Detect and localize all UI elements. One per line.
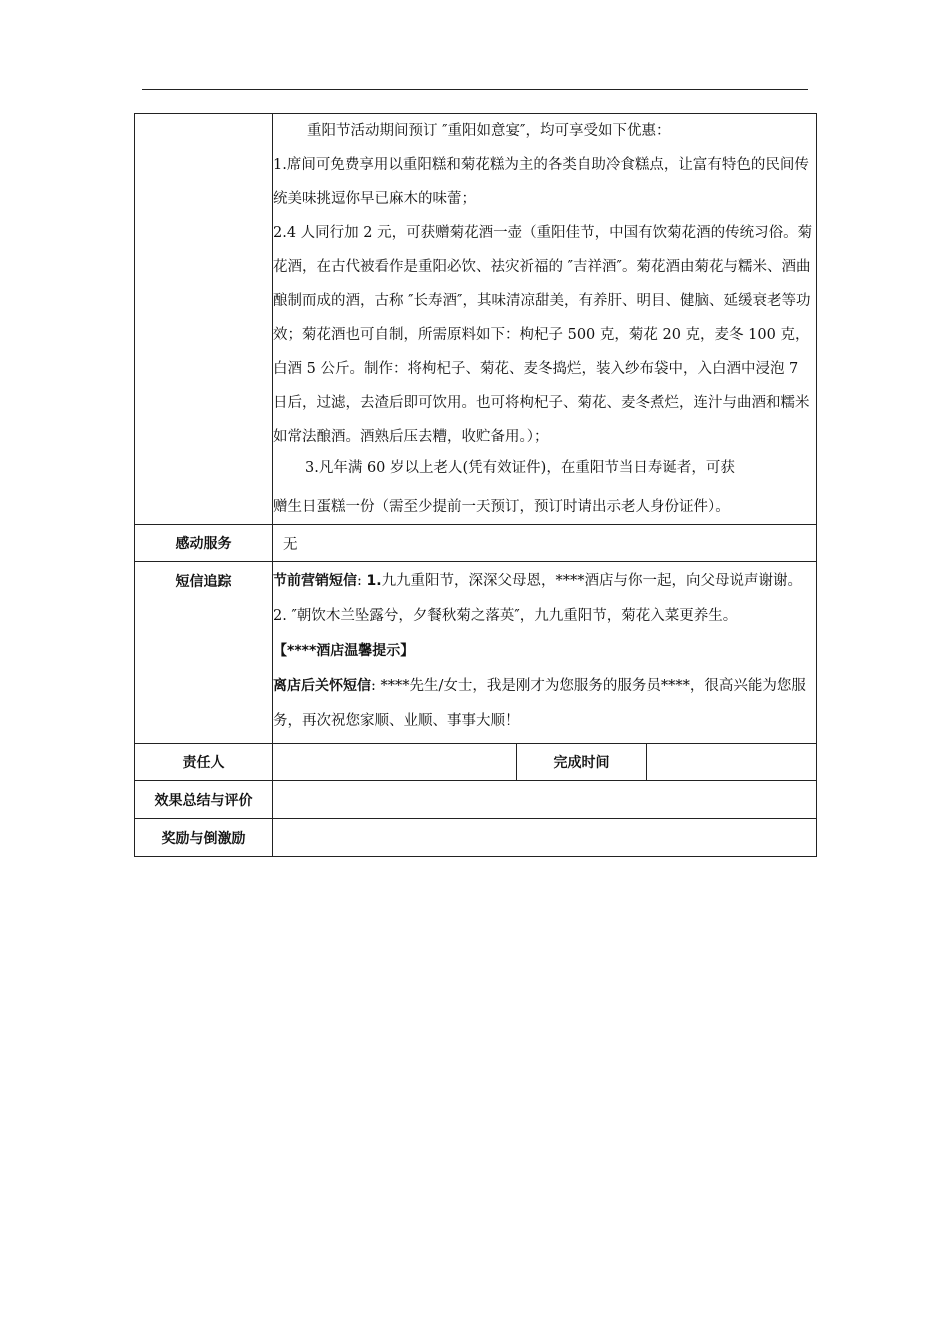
summary-value (273, 781, 817, 819)
activity-plan-table (134, 113, 817, 857)
pre-holiday-sms-message-2: 2. ″朝饮木兰坠露兮，夕餐秋菊之落英″，九九重阳节，菊花入菜更养生。 (273, 608, 738, 624)
sms-tracking-content (273, 562, 817, 744)
summary-row (135, 781, 817, 819)
reward-row (135, 819, 817, 857)
hotel-tip: 【****酒店温馨提示】 (273, 643, 415, 659)
responsible-value (273, 744, 517, 781)
offer-row (135, 114, 817, 525)
post-stay-sms-message: ****先生/女士，我是刚才为您服务的服务员****，很高兴能为您服务，再次祝您家顺、业顺、事事大顺！ (273, 678, 806, 729)
post-stay-sms (273, 669, 816, 739)
completion-time-value (647, 744, 817, 781)
sms-tracking-label: 短信追踪 (135, 562, 273, 744)
pre-holiday-sms (273, 564, 816, 599)
offer-label-cell (135, 114, 273, 525)
pre-holiday-sms-label: 节前营销短信 (273, 573, 357, 589)
completion-time-label: 完成时间 (517, 744, 647, 781)
header-rule (142, 89, 808, 90)
post-stay-sms-colon: : (371, 678, 381, 694)
touching-service-label: 感动服务 (135, 525, 273, 562)
summary-label: 效果总结与评价 (135, 781, 273, 819)
reward-label: 奖励与倒激励 (135, 819, 273, 857)
offer-intro: 重阳节活动期间预订 ″重阳如意宴″，均可享受如下优惠： (307, 123, 671, 139)
responsible-row (135, 744, 817, 781)
pre-holiday-sms-colon: : (357, 573, 367, 589)
touching-service-row (135, 525, 817, 562)
responsible-label: 责任人 (135, 744, 273, 781)
offer-item-3: 3.凡年满 60 岁以上老人(凭有效证件)，在重阳节当日寿诞者，可获 (305, 460, 735, 476)
touching-service-value: 无 (273, 525, 817, 562)
offer-item-2: 2.4 人同行加 2 元，可获赠菊花酒一壶（重阳佳节，中国有饮菊花酒的传统习俗。菊花酒，在古代被看作是重阳必饮、祛灾祈福的 ″吉祥酒″。菊花酒由菊花与糯米、酒曲酿制而成的酒，古称 ″长寿酒″，其味清凉甜美，有养肝、明目、健脑、延缓衰老等功效；菊花酒也可自制，所需原料如下：枸杞子 500 克，菊花 20 克，麦冬 100 克，白酒 5 公斤。制作：将枸杞子、菊花、麦冬捣烂，装入纱布袋中，入白酒中浸泡 7 日后，过滤，去渣后即可饮用。也可将枸杞子、菊花、麦冬煮烂，连汁与曲酒和糯米如常法酿酒。酒熟后压去糟，收贮备用。）； (273, 225, 813, 445)
offer-item-1: 1.席间可免费享用以重阳糕和菊花糕为主的各类自助冷食糕点，让富有特色的民间传统美味挑逗你早已麻木的味蕾； (273, 157, 809, 207)
offer-content-cell (273, 114, 817, 525)
pre-holiday-sms-message-1: 九九重阳节，深深父母恩，****酒店与你一起，向父母说声谢谢。 (381, 573, 803, 589)
reward-value (273, 819, 817, 857)
pre-holiday-sms-number: 1. (366, 573, 382, 589)
sms-tracking-row (135, 562, 817, 744)
post-stay-sms-label: 离店后关怀短信 (273, 678, 371, 694)
offer-item-3-continued: 赠生日蛋糕一份（需至少提前一天预订，预订时请出示老人身份证件）。 (273, 499, 730, 515)
